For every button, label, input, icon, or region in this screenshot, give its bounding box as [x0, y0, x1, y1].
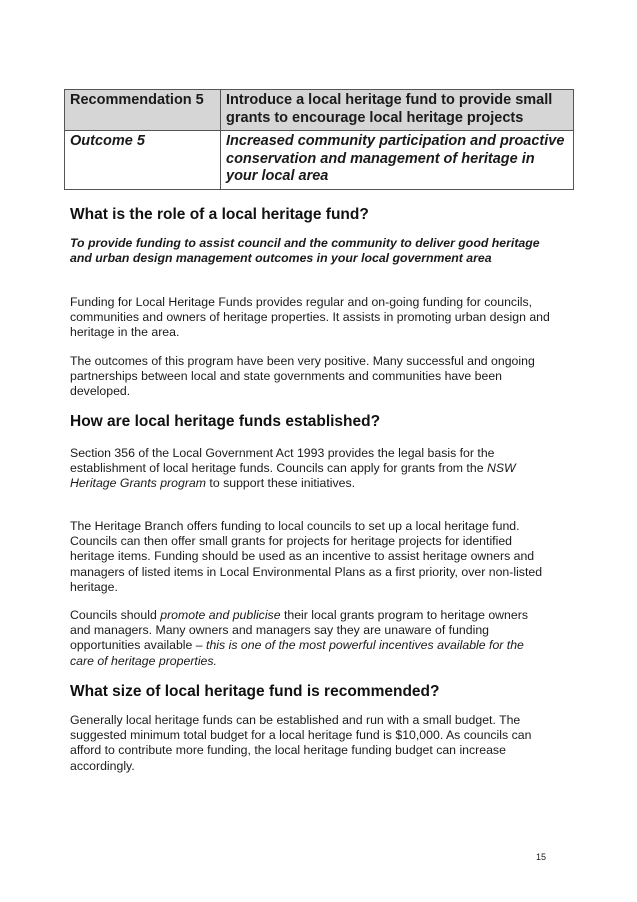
recommendation-text: Introduce a local heritage fund to provide small grants to encourage local heritage projects	[221, 90, 574, 131]
role-lead-paragraph: To provide funding to assist council and the community to deliver good heritage and urban design management outcomes in your local government area	[70, 236, 540, 266]
section-heading-size: What size of local heritage fund is recommended?	[70, 683, 440, 700]
role-paragraph-2: The outcomes of this program have been very positive. Many successful and ongoing partnerships between local and state governments and communities have been developed.	[70, 354, 535, 399]
recommendation-row	[65, 90, 574, 131]
established-paragraph-3: Councils should promote and publicise their local grants program to heritage owners and managers. Many owners and managers say they are unaware of funding opportunities available – this is one of the most powerful incentives available for the care of heritage properties.	[70, 608, 528, 668]
role-paragraph-1: Funding for Local Heritage Funds provides regular and on-going funding for councils, communities and owners of heritage properties. It assists in promoting urban design and heritage in the area.	[70, 295, 550, 340]
recommendation-table	[64, 89, 574, 190]
outcome-text: Increased community participation and proactive conservation and management of heritage in your local area	[221, 131, 574, 190]
size-paragraph-1: Generally local heritage funds can be established and run with a small budget. The suggested minimum total budget for a local heritage fund is $10,000. As councils can afford to contribute more funding, the local heritage funding budget can increase accordingly.	[70, 713, 532, 773]
section-heading-established: How are local heritage funds established?	[70, 413, 381, 430]
outcome-label: Outcome 5	[65, 131, 221, 190]
outcome-row	[65, 131, 574, 190]
section-heading-role: What is the role of a local heritage fund?	[70, 206, 369, 223]
page-number: 15	[536, 852, 547, 862]
established-paragraph-2: The Heritage Branch offers funding to local councils to set up a local heritage fund. Councils can then offer small grants for projects for heritage projects for identified heritage items. Funding should be used as an incentive to assist heritage owners and managers of listed items in Local Environmental Plans as a first priority, over non-listed heritage.	[70, 519, 543, 594]
established-paragraph-1: Section 356 of the Local Government Act 1993 provides the legal basis for the establishment of local heritage funds. Councils can apply for grants from the NSW Heritage Grants program to support these initiatives.	[70, 446, 516, 491]
recommendation-label: Recommendation 5	[65, 90, 221, 131]
